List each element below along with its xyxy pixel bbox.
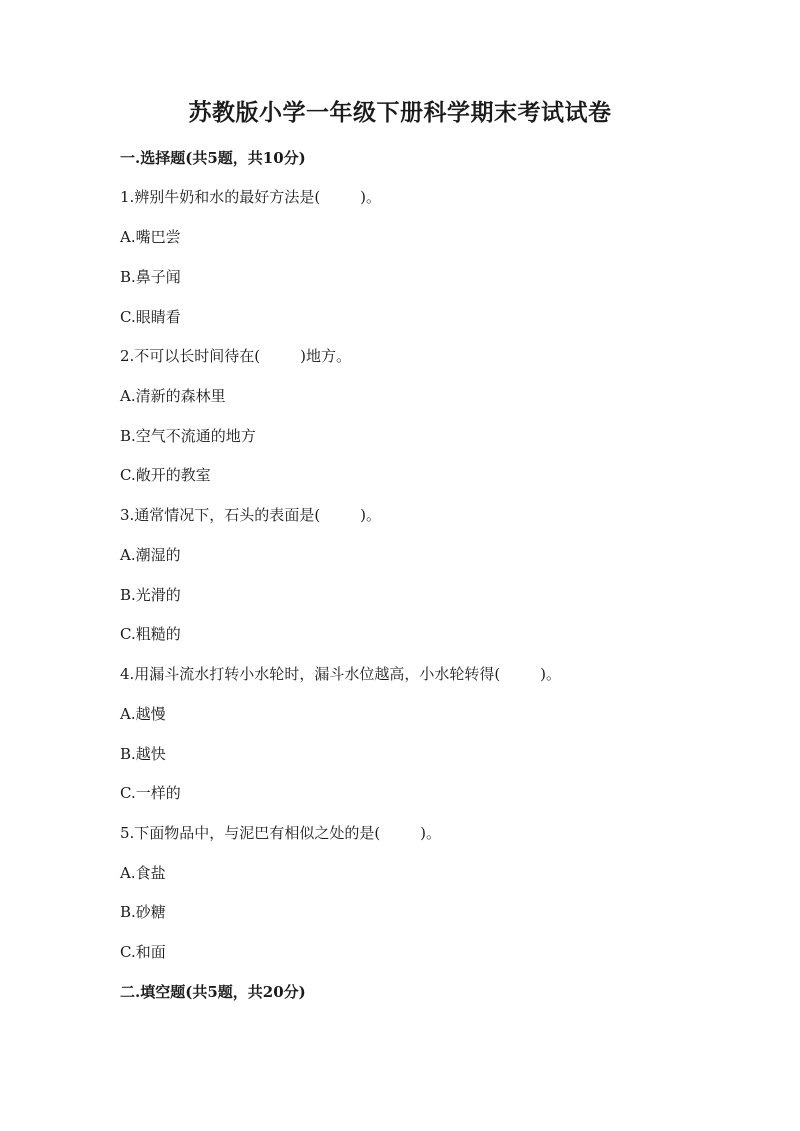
question-4-option-a: A.越慢	[120, 705, 166, 723]
question-3-option-b: B.光滑的	[120, 586, 181, 604]
question-2-option-b: B.空气不流通的地方	[120, 427, 256, 445]
question-2-option-c: C.敞开的教室	[120, 466, 211, 484]
question-2-stem: 2.不可以长时间待在(	[120, 347, 261, 365]
question-1-option-a: A.嘴巴尝	[120, 228, 181, 246]
section-heading-choice: 一.选择题(共5题，共10分)	[120, 149, 306, 167]
question-4	[120, 663, 561, 685]
question-5-stem: 5.下面物品中，与泥巴有相似之处的是(	[120, 824, 381, 842]
question-3	[120, 504, 381, 526]
question-4-option-c: C.一样的	[120, 784, 181, 802]
question-1-option-c: C.眼睛看	[120, 308, 181, 326]
question-5-stem-end: )。	[420, 824, 442, 842]
question-2-option-a: A.清新的森林里	[120, 387, 226, 405]
question-3-stem-end: )。	[360, 506, 382, 524]
question-5	[120, 822, 441, 844]
question-1-stem-end: )。	[360, 188, 382, 206]
section-heading-fill-blank: 二.填空题(共5题，共20分)	[120, 983, 306, 1001]
question-1-stem: 1.辨别牛奶和水的最好方法是(	[120, 188, 321, 206]
exam-title: 苏教版小学一年级下册科学期末考试试卷	[188, 99, 612, 126]
question-5-option-b: B.砂糖	[120, 903, 166, 921]
question-4-stem-end: )。	[540, 665, 562, 683]
question-5-option-a: A.食盐	[120, 864, 166, 882]
question-3-stem: 3.通常情况下，石头的表面是(	[120, 506, 321, 524]
question-4-option-b: B.越快	[120, 745, 166, 763]
question-3-option-c: C.粗糙的	[120, 625, 181, 643]
question-3-option-a: A.潮湿的	[120, 546, 181, 564]
question-1	[120, 186, 381, 208]
question-5-option-c: C.和面	[120, 943, 166, 961]
question-1-option-b: B.鼻子闻	[120, 268, 181, 286]
question-4-stem: 4.用漏斗流水打转小水轮时，漏斗水位越高，小水轮转得(	[120, 665, 501, 683]
question-2-stem-end: )地方。	[300, 347, 352, 365]
question-2	[120, 345, 351, 367]
